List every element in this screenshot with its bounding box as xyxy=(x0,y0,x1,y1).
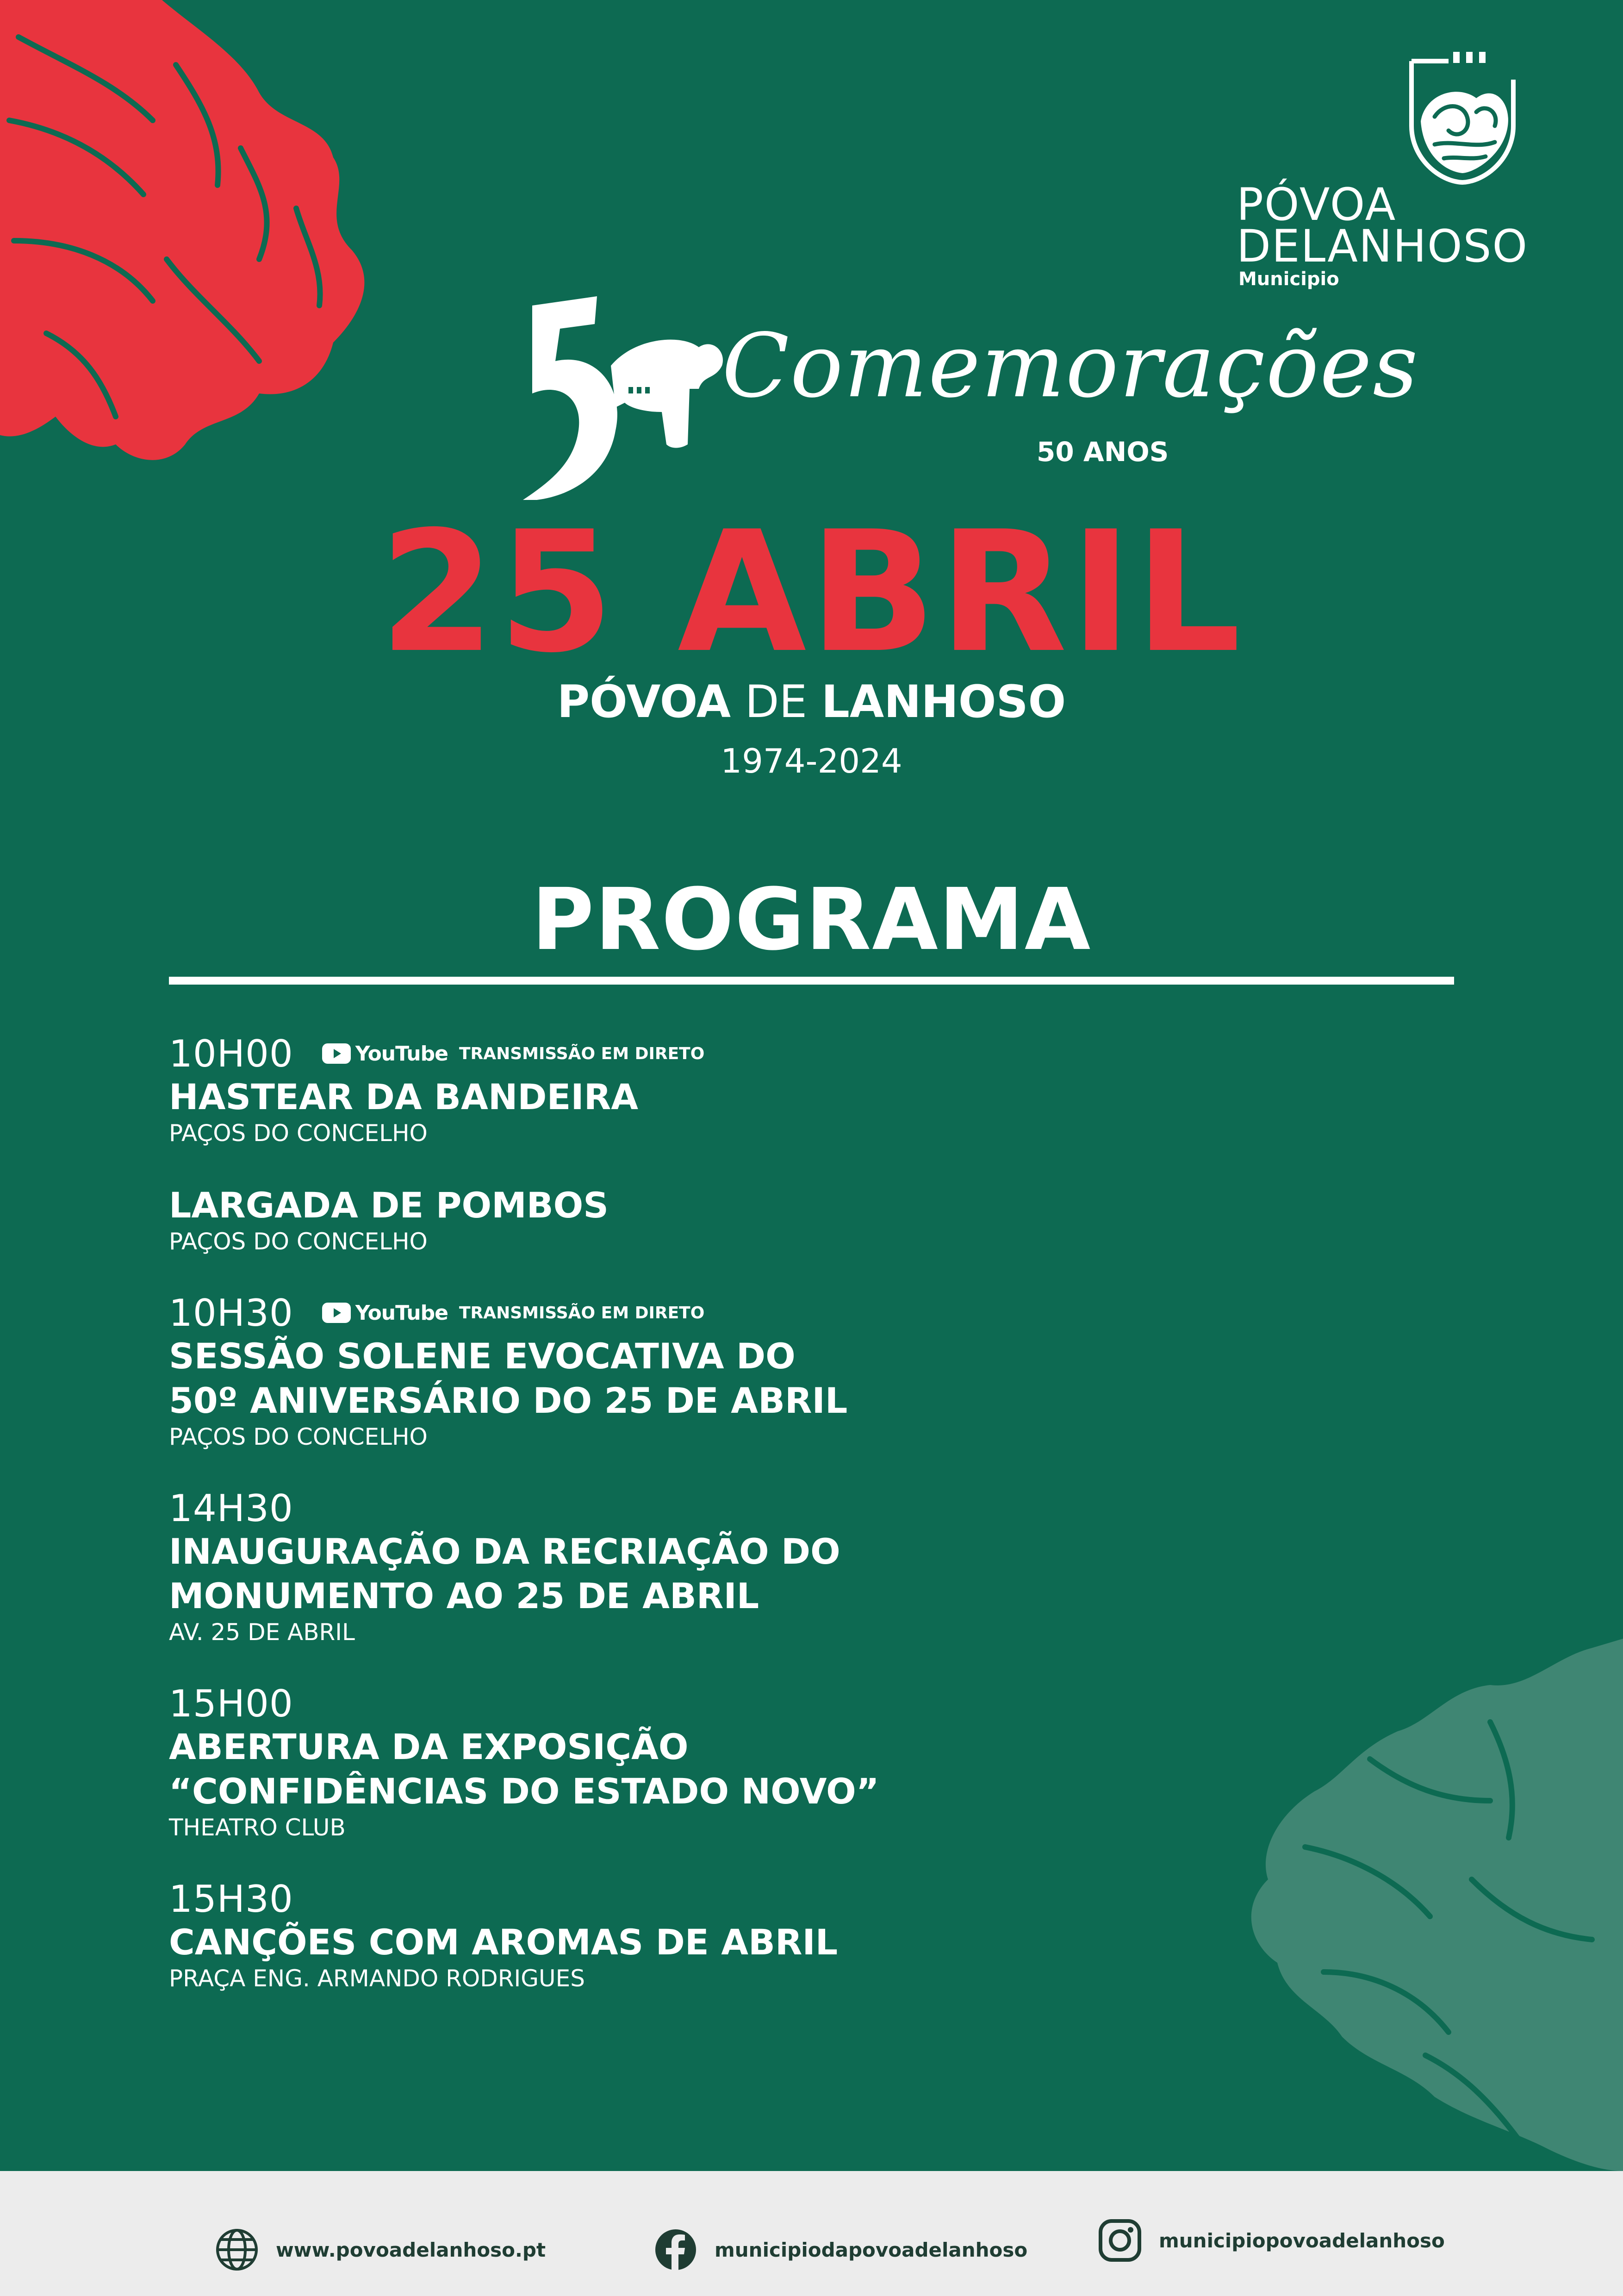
event-location: PAÇOS DO CONCELHO xyxy=(169,1228,428,1255)
facebook-icon xyxy=(653,2227,699,2273)
event-time: 10H30 xyxy=(169,1291,293,1335)
years-range: 1974-2024 xyxy=(721,742,902,780)
instagram-link[interactable] xyxy=(1097,2217,1445,2264)
place-part-1: PÓVOA xyxy=(557,676,731,728)
municipality-logo-icon xyxy=(1407,52,1518,186)
youtube-play-icon xyxy=(322,1303,351,1323)
event-title: HASTEAR DA BANDEIRA xyxy=(169,1076,639,1117)
event-time: 15H00 xyxy=(169,1682,293,1725)
event-time-row xyxy=(169,1292,1187,1334)
green-carnation-decoration xyxy=(1231,1639,1623,2171)
event-title: ABERTURA DA EXPOSIÇÃO “CONFIDÊNCIAS DO ESTADO NOVO” xyxy=(169,1726,879,1812)
celebration-script-title: Comemorações xyxy=(722,315,1419,417)
event-time-row xyxy=(169,1878,1187,1920)
place-subtitle xyxy=(0,676,1623,728)
program-list xyxy=(169,1032,1187,2028)
program-event xyxy=(169,1682,1187,1841)
event-location: PAÇOS DO CONCELHO xyxy=(169,1423,428,1450)
event-location: PRAÇA ENG. ARMANDO RODRIGUES xyxy=(169,1965,585,1992)
globe-icon xyxy=(214,2227,260,2273)
instagram-icon xyxy=(1097,2217,1143,2264)
youtube-brand-label: YouTube xyxy=(355,1301,448,1325)
live-broadcast-label: TRANSMISSÃO EM DIRETO xyxy=(459,1303,705,1323)
event-time: 14H30 xyxy=(169,1486,293,1530)
youtube-brand-label: YouTube xyxy=(355,1042,448,1066)
event-title: INAUGURAÇÃO DA RECRIAÇÃO DO MONUMENTO AO 25 DE ABRIL xyxy=(169,1531,840,1616)
program-event xyxy=(169,1878,1187,1992)
program-event xyxy=(169,1183,1187,1255)
place-part-3: LANHOSO xyxy=(821,676,1066,728)
instagram-handle: municipiopovoadelanhoso xyxy=(1159,2229,1445,2252)
event-time: 15H30 xyxy=(169,1877,293,1921)
youtube-play-icon xyxy=(322,1043,351,1064)
event-title: CANÇÕES COM AROMAS DE ABRIL xyxy=(169,1922,838,1963)
event-time-row xyxy=(169,1487,1187,1529)
event-time-row xyxy=(169,1682,1187,1725)
place-part-2: DE xyxy=(745,676,808,728)
event-location: PAÇOS DO CONCELHO xyxy=(169,1120,428,1147)
program-event xyxy=(169,1032,1187,1147)
anniversary-label: 50 ANOS xyxy=(1037,436,1169,468)
event-time-row xyxy=(169,1032,1187,1075)
heading-divider xyxy=(169,977,1454,985)
logo-wordmark-line1: PÓVOA xyxy=(1237,179,1397,231)
event-location: THEATRO CLUB xyxy=(169,1814,346,1841)
program-event xyxy=(169,1487,1187,1646)
event-location: AV. 25 DE ABRIL xyxy=(169,1619,355,1646)
website-link[interactable] xyxy=(214,2227,546,2273)
program-event xyxy=(169,1292,1187,1451)
logo-subtitle: Municipio xyxy=(1238,268,1339,290)
logo-wordmark-line2: DELANHOSO xyxy=(1237,220,1528,272)
event-time: 10H00 xyxy=(169,1032,293,1075)
live-broadcast-label: TRANSMISSÃO EM DIRETO xyxy=(459,1044,705,1063)
program-heading: PROGRAMA xyxy=(531,870,1092,969)
live-stream-badge[interactable] xyxy=(322,1042,705,1066)
website-url: www.povoadelanhoso.pt xyxy=(276,2238,546,2261)
facebook-handle: municipiodapovoadelanhoso xyxy=(715,2238,1028,2261)
event-date-title: 25 ABRIL xyxy=(379,495,1244,689)
facebook-link[interactable] xyxy=(653,2227,1027,2273)
event-title: SESSÃO SOLENE EVOCATIVA DO 50º ANIVERSÁRIO DO 25 DE ABRIL xyxy=(169,1335,848,1421)
event-title: LARGADA DE POMBOS xyxy=(169,1185,609,1226)
fifty-years-emblem-icon xyxy=(504,296,727,500)
red-carnation-decoration xyxy=(0,0,370,477)
live-stream-badge[interactable] xyxy=(322,1301,705,1325)
footer-bar xyxy=(0,2171,1623,2296)
